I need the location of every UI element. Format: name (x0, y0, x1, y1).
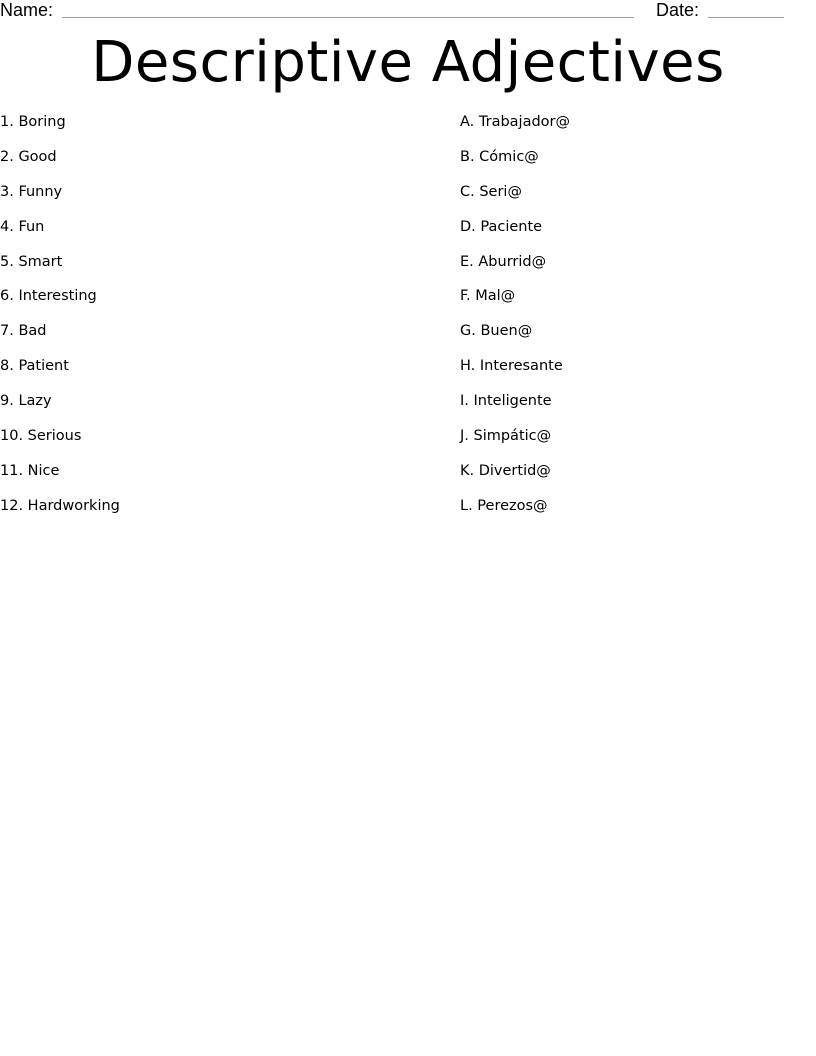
english-term: 3. Funny (0, 183, 63, 200)
spanish-term: D. Paciente (460, 218, 543, 235)
spanish-term: B. Cómic@ (460, 148, 539, 165)
english-term: 12. Hardworking (0, 497, 120, 514)
spanish-term: F. Mal@ (460, 288, 516, 305)
worksheet-title: Descriptive Adjectives (91, 30, 725, 95)
spanish-term: E. Aburrid@ (460, 253, 547, 270)
date-blank-line (708, 17, 784, 18)
date-label: Date: (656, 0, 700, 20)
spanish-term: G. Buen@ (460, 323, 533, 340)
spanish-term: H. Interesante (460, 358, 563, 375)
name-blank-line (62, 17, 634, 18)
spanish-term: K. Divertid@ (460, 462, 551, 479)
name-label: Name: (0, 0, 54, 20)
spanish-term: C. Seri@ (460, 183, 522, 200)
english-term: 7. Bad (0, 323, 47, 340)
spanish-term: I. Inteligente (460, 393, 552, 410)
spanish-term: L. Perezos@ (460, 497, 548, 514)
spanish-term: A. Trabajador@ (460, 114, 570, 130)
english-term: 5. Smart (0, 253, 63, 270)
worksheet-header (0, 0, 816, 24)
english-term: 8. Patient (0, 358, 69, 375)
english-term: 1. Boring (0, 114, 66, 130)
english-terms-list (0, 112, 440, 531)
english-term: 11. Nice (0, 462, 60, 479)
english-term: 9. Lazy (0, 393, 52, 410)
spanish-term: J. Simpátic@ (460, 428, 552, 445)
english-term: 6. Interesting (0, 288, 97, 305)
english-term: 4. Fun (0, 218, 45, 235)
english-term: 2. Good (0, 148, 57, 165)
spanish-terms-list (460, 112, 810, 531)
english-term: 10. Serious (0, 428, 82, 445)
